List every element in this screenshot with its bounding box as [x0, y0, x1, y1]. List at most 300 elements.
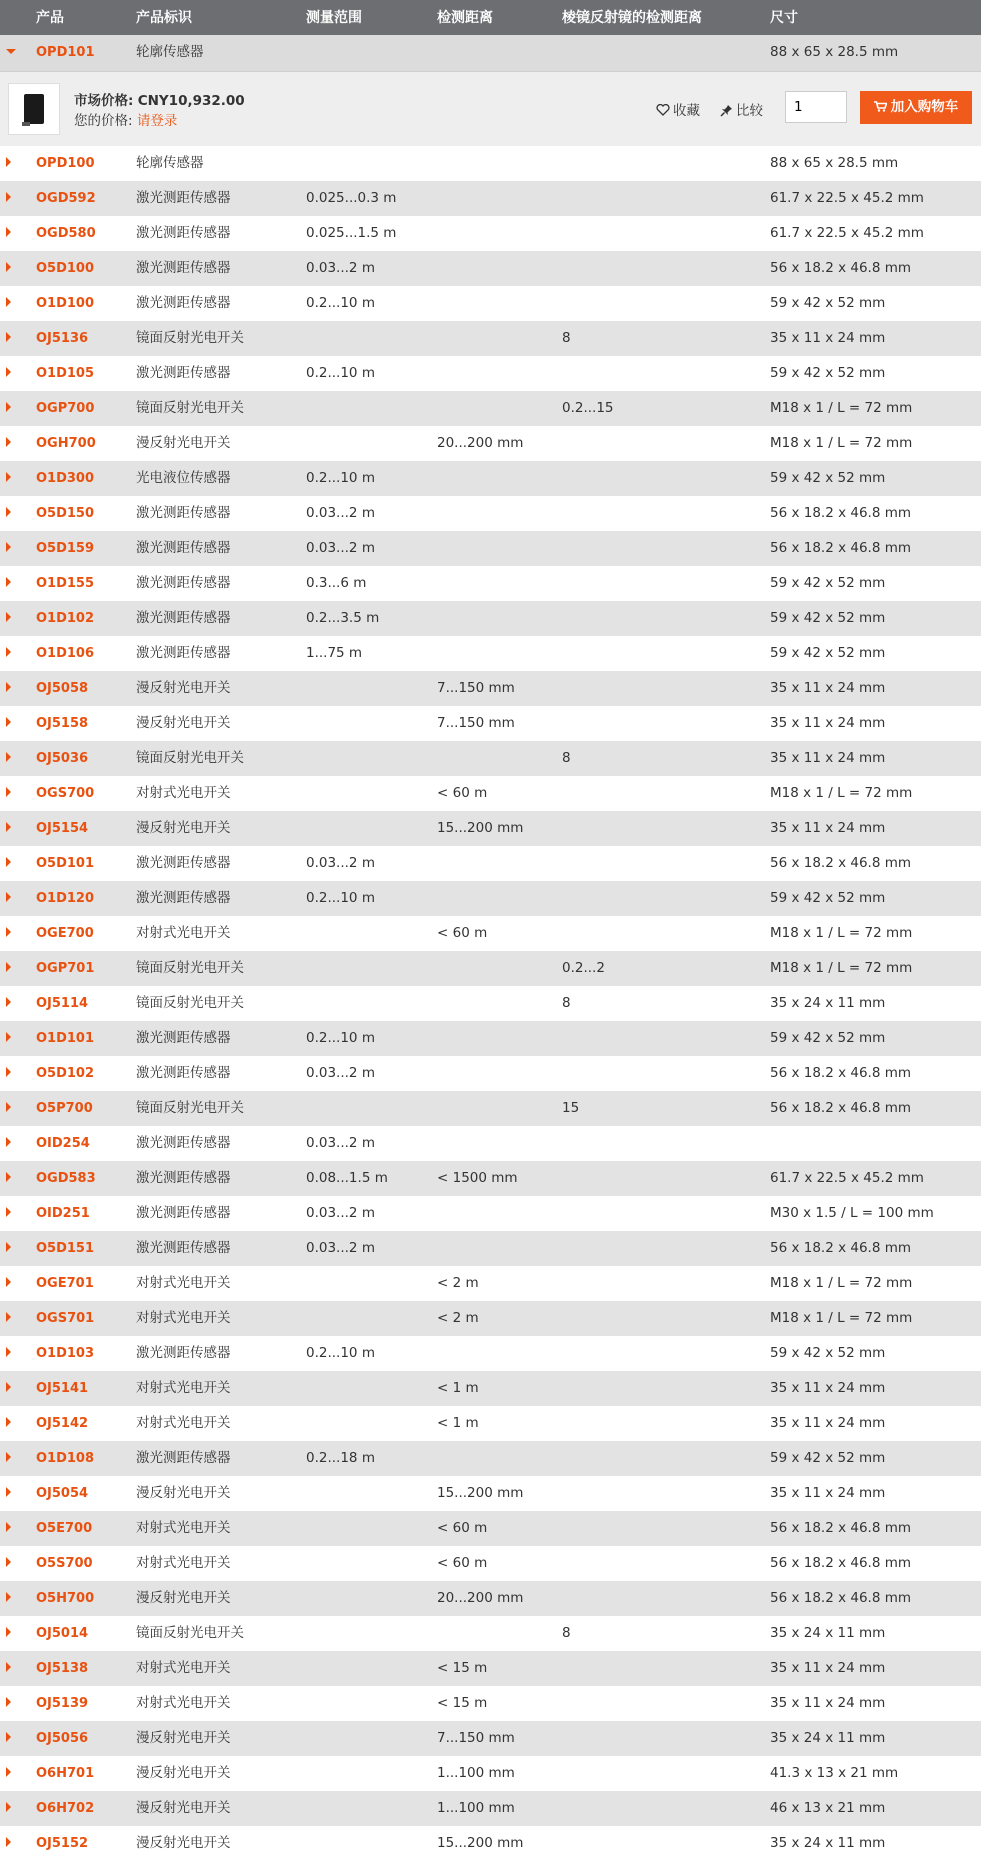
expand-arrow-icon[interactable] — [6, 951, 11, 986]
table-row[interactable] — [0, 671, 981, 706]
measure-range: 0.03...2 m — [306, 1240, 375, 1256]
product-code[interactable]: OJ5152 — [36, 1836, 89, 1851]
table-row[interactable] — [0, 251, 981, 286]
product-type: 对射式光电开关 — [136, 1275, 231, 1291]
add-to-cart-label: 加入购物车 — [890, 99, 959, 115]
compare-label: 比较 — [736, 103, 763, 119]
measure-range: 0.03...2 m — [306, 1135, 375, 1151]
expand-arrow-icon[interactable] — [6, 1266, 11, 1301]
detection-range: < 60 m — [437, 785, 488, 801]
expand-arrow-icon[interactable] — [6, 986, 11, 1021]
expand-arrow-icon[interactable] — [6, 916, 11, 951]
product-type: 对射式光电开关 — [136, 1660, 231, 1676]
table-row[interactable] — [0, 286, 981, 321]
table-row[interactable] — [0, 1546, 981, 1581]
product-size: 56 x 18.2 x 46.8 mm — [770, 1100, 912, 1116]
product-size: 35 x 24 x 11 mm — [770, 1730, 886, 1746]
table-row[interactable] — [0, 636, 981, 671]
product-code[interactable]: OGD580 — [36, 226, 96, 241]
your-price — [74, 109, 177, 129]
expand-arrow-icon[interactable] — [6, 706, 11, 741]
product-code[interactable]: O5P700 — [36, 1101, 93, 1116]
expand-arrow-icon[interactable] — [6, 286, 11, 321]
table-row[interactable] — [0, 1651, 981, 1686]
table-row[interactable] — [0, 461, 981, 496]
product-size: 61.7 x 22.5 x 45.2 mm — [770, 225, 924, 241]
col-header-type[interactable]: 产品标识 — [136, 10, 192, 26]
table-row[interactable] — [0, 1721, 981, 1756]
detection-range: < 15 m — [437, 1660, 488, 1676]
table-row[interactable] — [0, 776, 981, 811]
product-size: M18 x 1 / L = 72 mm — [770, 960, 913, 976]
expand-arrow-icon[interactable] — [6, 636, 11, 671]
table-row[interactable] — [0, 1476, 981, 1511]
product-size: 88 x 65 x 28.5 mm — [770, 44, 899, 60]
detection-range: < 2 m — [437, 1275, 479, 1291]
product-code[interactable]: O5S700 — [36, 1556, 93, 1571]
measure-range: 0.2...10 m — [306, 1345, 375, 1361]
col-header-detection-range[interactable]: 检测距离 — [437, 10, 493, 26]
detection-range: 1...100 mm — [437, 1765, 515, 1781]
measure-range: 0.2...10 m — [306, 365, 375, 381]
product-code[interactable]: OPD101 — [36, 45, 95, 60]
product-code[interactable]: O1D155 — [36, 576, 95, 591]
measure-range: 0.025...0.3 m — [306, 190, 397, 206]
product-size: 35 x 11 x 24 mm — [770, 1380, 886, 1396]
product-size: 59 x 42 x 52 mm — [770, 890, 886, 906]
product-size: 61.7 x 22.5 x 45.2 mm — [770, 1170, 924, 1186]
product-size: 56 x 18.2 x 46.8 mm — [770, 1520, 912, 1536]
expand-arrow-icon[interactable] — [6, 1196, 11, 1231]
product-code[interactable]: OJ5141 — [36, 1381, 89, 1396]
measure-range: 0.2...18 m — [306, 1450, 375, 1466]
product-code[interactable]: OGP701 — [36, 961, 95, 976]
product-table-body — [0, 146, 981, 1861]
product-size: 59 x 42 x 52 mm — [770, 575, 886, 591]
expand-arrow-icon[interactable] — [6, 181, 11, 216]
table-row[interactable] — [0, 1441, 981, 1476]
product-code[interactable]: OID251 — [36, 1206, 90, 1221]
table-row[interactable] — [0, 1056, 981, 1091]
product-size: 59 x 42 x 52 mm — [770, 295, 886, 311]
product-type: 漫反射光电开关 — [136, 1485, 231, 1501]
product-size: M18 x 1 / L = 72 mm — [770, 1275, 913, 1291]
detection-range: < 15 m — [437, 1695, 488, 1711]
product-type: 对射式光电开关 — [136, 1520, 231, 1536]
table-row[interactable] — [0, 1301, 981, 1336]
favorite-label: 收藏 — [673, 103, 700, 119]
expand-arrow-icon[interactable] — [6, 1056, 11, 1091]
product-type: 激光测距传感器 — [136, 260, 231, 276]
measure-range: 0.03...2 m — [306, 1205, 375, 1221]
product-type: 漫反射光电开关 — [136, 1835, 231, 1851]
product-size: 56 x 18.2 x 46.8 mm — [770, 260, 912, 276]
detection-range: < 60 m — [437, 925, 488, 941]
expand-arrow-icon[interactable] — [6, 1756, 11, 1791]
product-type: 对射式光电开关 — [136, 1310, 231, 1326]
product-type: 漫反射光电开关 — [136, 435, 231, 451]
table-row[interactable] — [0, 1021, 981, 1056]
table-row[interactable] — [0, 1826, 981, 1861]
expand-arrow-icon[interactable] — [6, 461, 11, 496]
table-row[interactable] — [0, 1511, 981, 1546]
measure-range: 0.2...10 m — [306, 890, 375, 906]
expand-arrow-icon[interactable] — [6, 146, 11, 181]
table-row[interactable] — [0, 1231, 981, 1266]
product-type: 对射式光电开关 — [136, 785, 231, 801]
product-type: 漫反射光电开关 — [136, 1765, 231, 1781]
expand-arrow-icon[interactable] — [6, 1021, 11, 1056]
table-row[interactable] — [0, 811, 981, 846]
detection-range: 20...200 mm — [437, 1590, 524, 1606]
product-size: 59 x 42 x 52 mm — [770, 645, 886, 661]
product-type: 激光测距传感器 — [136, 1065, 231, 1081]
quantity-input[interactable] — [785, 91, 847, 123]
table-row[interactable] — [0, 1336, 981, 1371]
expand-arrow-icon[interactable] — [6, 881, 11, 916]
product-code[interactable]: O1D120 — [36, 891, 95, 906]
market-price-value: CNY10,932.00 — [137, 93, 245, 109]
detection-range: 7...150 mm — [437, 1730, 515, 1746]
product-code[interactable]: OGH700 — [36, 436, 96, 451]
expand-arrow-icon[interactable] — [6, 426, 11, 461]
table-row[interactable] — [0, 1091, 981, 1126]
table-row[interactable] — [0, 916, 981, 951]
table-row[interactable] — [0, 1406, 981, 1441]
expand-arrow-icon[interactable] — [6, 1581, 11, 1616]
product-size: M18 x 1 / L = 72 mm — [770, 435, 913, 451]
product-code[interactable]: OGS700 — [36, 786, 95, 801]
detection-range: 15...200 mm — [437, 820, 524, 836]
product-code[interactable]: O5D102 — [36, 1066, 95, 1081]
table-row[interactable] — [0, 391, 981, 426]
product-size: 56 x 18.2 x 46.8 mm — [770, 540, 912, 556]
detection-range: 7...150 mm — [437, 680, 515, 696]
table-row[interactable] — [0, 566, 981, 601]
product-type: 激光测距传感器 — [136, 1345, 231, 1361]
product-code[interactable]: OJ5138 — [36, 1661, 89, 1676]
product-size: 59 x 42 x 52 mm — [770, 1345, 886, 1361]
product-code[interactable]: OJ5154 — [36, 821, 89, 836]
col-header-measure-range[interactable]: 测量范围 — [306, 10, 362, 26]
table-row[interactable] — [0, 1371, 981, 1406]
product-type: 漫反射光电开关 — [136, 1800, 231, 1816]
product-code[interactable]: OJ5139 — [36, 1696, 89, 1711]
favorite-button[interactable] — [656, 99, 700, 119]
expand-arrow-icon[interactable] — [6, 531, 11, 566]
expand-arrow-icon[interactable] — [6, 1091, 11, 1126]
product-type: 镜面反射光电开关 — [136, 330, 244, 346]
product-code[interactable]: OJ5136 — [36, 331, 89, 346]
prism-range: 8 — [562, 750, 571, 766]
product-type: 激光测距传感器 — [136, 575, 231, 591]
measure-range: 0.03...2 m — [306, 855, 375, 871]
your-price-label: 您的价格: — [74, 113, 133, 129]
measure-range: 0.2...3.5 m — [306, 610, 380, 626]
table-row[interactable] — [0, 1161, 981, 1196]
product-size: 35 x 24 x 11 mm — [770, 995, 886, 1011]
expand-arrow-icon[interactable] — [6, 811, 11, 846]
detection-range: < 60 m — [437, 1555, 488, 1571]
table-row[interactable] — [0, 216, 981, 251]
table-row[interactable] — [0, 181, 981, 216]
market-price — [74, 89, 245, 109]
product-code[interactable]: O6H701 — [36, 1766, 95, 1781]
table-row[interactable] — [0, 741, 981, 776]
product-code[interactable]: O1D101 — [36, 1031, 95, 1046]
product-type: 激光测距传感器 — [136, 1240, 231, 1256]
pin-icon — [720, 104, 733, 117]
product-size: 56 x 18.2 x 46.8 mm — [770, 1555, 912, 1571]
table-row[interactable] — [0, 321, 981, 356]
product-type: 激光测距传感器 — [136, 225, 231, 241]
product-size: 56 x 18.2 x 46.8 mm — [770, 505, 912, 521]
prism-range: 15 — [562, 1100, 580, 1116]
product-code[interactable]: O1D102 — [36, 611, 95, 626]
product-type: 激光测距传感器 — [136, 505, 231, 521]
expand-arrow-icon[interactable] — [6, 1441, 11, 1476]
product-thumbnail[interactable] — [8, 83, 60, 135]
product-size: M18 x 1 / L = 72 mm — [770, 1310, 913, 1326]
expand-arrow-icon[interactable] — [6, 1371, 11, 1406]
product-code[interactable]: OJ5014 — [36, 1626, 89, 1641]
table-row[interactable] — [0, 1791, 981, 1826]
expand-arrow-icon[interactable] — [6, 601, 11, 636]
table-row[interactable] — [0, 1616, 981, 1651]
product-size: 46 x 13 x 21 mm — [770, 1800, 886, 1816]
product-code[interactable]: OGS701 — [36, 1311, 95, 1326]
product-type: 激光测距传感器 — [136, 1170, 231, 1186]
table-row[interactable] — [0, 1581, 981, 1616]
login-link[interactable]: 请登录 — [136, 113, 178, 129]
expand-arrow-icon[interactable] — [6, 356, 11, 391]
expand-arrow-icon[interactable] — [6, 1161, 11, 1196]
detection-range: 15...200 mm — [437, 1835, 524, 1851]
expand-arrow-icon[interactable] — [6, 1511, 11, 1546]
expand-arrow-icon[interactable] — [6, 1301, 11, 1336]
product-code[interactable]: O1D108 — [36, 1451, 95, 1466]
product-type: 激光测距传感器 — [136, 1030, 231, 1046]
product-size: 35 x 11 x 24 mm — [770, 1660, 886, 1676]
product-type: 漫反射光电开关 — [136, 680, 231, 696]
product-code[interactable]: OGE700 — [36, 926, 94, 941]
product-size: 56 x 18.2 x 46.8 mm — [770, 855, 912, 871]
measure-range: 0.2...10 m — [306, 470, 375, 486]
expand-arrow-icon[interactable] — [6, 496, 11, 531]
add-to-cart-button[interactable] — [860, 91, 972, 124]
table-row[interactable] — [0, 531, 981, 566]
expand-arrow-icon[interactable] — [6, 216, 11, 251]
table-row[interactable] — [0, 146, 981, 181]
col-header-prism-range[interactable]: 棱镜反射镜的检测距离 — [562, 10, 702, 26]
product-type: 激光测距传感器 — [136, 890, 231, 906]
product-code[interactable]: O1D103 — [36, 1346, 95, 1361]
product-type: 激光测距传感器 — [136, 190, 231, 206]
product-code[interactable]: O1D300 — [36, 471, 95, 486]
product-size: 35 x 11 x 24 mm — [770, 715, 886, 731]
heart-outline-icon — [656, 104, 670, 116]
prism-range: 8 — [562, 995, 571, 1011]
product-type: 激光测距传感器 — [136, 610, 231, 626]
product-type: 对射式光电开关 — [136, 1380, 231, 1396]
product-size: 35 x 11 x 24 mm — [770, 680, 886, 696]
product-code[interactable]: OJ5056 — [36, 1731, 89, 1746]
expand-arrow-icon[interactable] — [6, 776, 11, 811]
table-row[interactable] — [0, 986, 981, 1021]
detection-range: 15...200 mm — [437, 1485, 524, 1501]
product-type: 对射式光电开关 — [136, 1415, 231, 1431]
table-row[interactable] — [0, 1126, 981, 1161]
expand-arrow-icon[interactable] — [6, 846, 11, 881]
product-size: 59 x 42 x 52 mm — [770, 1450, 886, 1466]
expand-arrow-icon[interactable] — [6, 1406, 11, 1441]
product-type: 漫反射光电开关 — [136, 1590, 231, 1606]
product-type: 镜面反射光电开关 — [136, 400, 244, 416]
expand-arrow-icon[interactable] — [6, 321, 11, 356]
product-size: 59 x 42 x 52 mm — [770, 470, 886, 486]
product-type: 轮廓传感器 — [136, 155, 204, 171]
product-size: M18 x 1 / L = 72 mm — [770, 925, 913, 941]
compare-button[interactable] — [720, 99, 763, 119]
product-type: 激光测距传感器 — [136, 1205, 231, 1221]
expand-arrow-icon[interactable] — [6, 1721, 11, 1756]
table-row-expanded[interactable] — [0, 35, 981, 72]
product-size: 56 x 18.2 x 46.8 mm — [770, 1065, 912, 1081]
prism-range: 8 — [562, 1625, 571, 1641]
product-code[interactable]: O1D105 — [36, 366, 95, 381]
prism-range: 0.2...2 — [562, 960, 605, 976]
detection-range: < 1 m — [437, 1415, 479, 1431]
table-row[interactable] — [0, 881, 981, 916]
expand-arrow-icon[interactable] — [6, 1126, 11, 1161]
measure-range: 0.08...1.5 m — [306, 1170, 388, 1186]
product-code[interactable]: OID254 — [36, 1136, 90, 1151]
expand-arrow-icon[interactable] — [6, 741, 11, 776]
expand-arrow-icon[interactable] — [6, 1231, 11, 1266]
table-header — [0, 0, 981, 35]
expand-arrow-icon[interactable] — [6, 1686, 11, 1721]
product-type: 激光测距传感器 — [136, 1135, 231, 1151]
product-type: 激光测距传感器 — [136, 365, 231, 381]
product-size: 59 x 42 x 52 mm — [770, 610, 886, 626]
product-code[interactable]: O5D101 — [36, 856, 95, 871]
col-header-product[interactable]: 产品 — [36, 10, 64, 26]
market-price-label: 市场价格: — [74, 93, 134, 109]
measure-range: 0.3...6 m — [306, 575, 367, 591]
cart-icon — [874, 101, 887, 112]
product-code[interactable]: O5H700 — [36, 1591, 95, 1606]
table-row[interactable] — [0, 1756, 981, 1791]
table-row[interactable] — [0, 1686, 981, 1721]
product-code[interactable]: OGE701 — [36, 1276, 94, 1291]
product-type: 光电液位传感器 — [136, 470, 231, 486]
product-code[interactable]: O5D150 — [36, 506, 95, 521]
col-header-size[interactable]: 尺寸 — [770, 10, 798, 26]
table-row[interactable] — [0, 846, 981, 881]
product-size: 35 x 11 x 24 mm — [770, 1695, 886, 1711]
product-size: 41.3 x 13 x 21 mm — [770, 1765, 899, 1781]
product-code[interactable]: OGD583 — [36, 1171, 96, 1186]
product-size: 61.7 x 22.5 x 45.2 mm — [770, 190, 924, 206]
product-size: 35 x 11 x 24 mm — [770, 1485, 886, 1501]
measure-range: 0.03...2 m — [306, 540, 375, 556]
collapse-arrow-icon[interactable] — [6, 35, 16, 70]
product-code[interactable]: OGD592 — [36, 191, 96, 206]
product-type: 轮廓传感器 — [136, 44, 204, 60]
product-size: 35 x 24 x 11 mm — [770, 1835, 886, 1851]
table-row[interactable] — [0, 1196, 981, 1231]
product-code[interactable]: OGP700 — [36, 401, 95, 416]
detection-range: 1...100 mm — [437, 1800, 515, 1816]
product-type: 镜面反射光电开关 — [136, 750, 244, 766]
product-code[interactable]: O1D100 — [36, 296, 95, 311]
table-row[interactable] — [0, 706, 981, 741]
product-size: 35 x 11 x 24 mm — [770, 820, 886, 836]
product-code[interactable]: OPD100 — [36, 156, 95, 171]
expand-arrow-icon[interactable] — [6, 251, 11, 286]
prism-range: 0.2...15 — [562, 400, 614, 416]
product-code[interactable]: O5D151 — [36, 1241, 95, 1256]
expand-arrow-icon[interactable] — [6, 566, 11, 601]
table-row[interactable] — [0, 1266, 981, 1301]
product-size: 35 x 11 x 24 mm — [770, 1415, 886, 1431]
table-row[interactable] — [0, 951, 981, 986]
measure-range: 0.2...10 m — [306, 1030, 375, 1046]
product-code[interactable]: OJ5158 — [36, 716, 89, 731]
product-type: 对射式光电开关 — [136, 1695, 231, 1711]
detection-range: < 1 m — [437, 1380, 479, 1396]
table-row[interactable] — [0, 601, 981, 636]
table-row[interactable] — [0, 356, 981, 391]
product-code[interactable]: O5D159 — [36, 541, 95, 556]
expand-arrow-icon[interactable] — [6, 1336, 11, 1371]
table-row[interactable] — [0, 496, 981, 531]
product-code[interactable]: O6H702 — [36, 1801, 95, 1816]
expand-arrow-icon[interactable] — [6, 1651, 11, 1686]
expand-arrow-icon[interactable] — [6, 1616, 11, 1651]
product-code[interactable]: OJ5036 — [36, 751, 89, 766]
product-code[interactable]: OJ5054 — [36, 1486, 89, 1501]
product-code[interactable]: OJ5142 — [36, 1416, 89, 1431]
expand-arrow-icon[interactable] — [6, 391, 11, 426]
detection-range: < 60 m — [437, 1520, 488, 1536]
product-code[interactable]: OJ5058 — [36, 681, 89, 696]
product-type: 漫反射光电开关 — [136, 820, 231, 836]
product-size: M18 x 1 / L = 72 mm — [770, 785, 913, 801]
product-type: 漫反射光电开关 — [136, 715, 231, 731]
expand-arrow-icon[interactable] — [6, 1826, 11, 1861]
prism-range: 8 — [562, 330, 571, 346]
product-size: 56 x 18.2 x 46.8 mm — [770, 1240, 912, 1256]
product-code[interactable]: O5E700 — [36, 1521, 93, 1536]
product-code[interactable]: OJ5114 — [36, 996, 89, 1011]
product-type: 激光测距传感器 — [136, 855, 231, 871]
product-type: 漫反射光电开关 — [136, 1730, 231, 1746]
table-row[interactable] — [0, 426, 981, 461]
product-type: 对射式光电开关 — [136, 925, 231, 941]
expand-arrow-icon[interactable] — [6, 1476, 11, 1511]
detection-range: 7...150 mm — [437, 715, 515, 731]
product-type: 镜面反射光电开关 — [136, 1625, 244, 1641]
expand-arrow-icon[interactable] — [6, 1791, 11, 1826]
product-code[interactable]: O5D100 — [36, 261, 95, 276]
product-type: 激光测距传感器 — [136, 295, 231, 311]
product-type: 镜面反射光电开关 — [136, 995, 244, 1011]
product-code[interactable]: O1D106 — [36, 646, 95, 661]
measure-range: 1...75 m — [306, 645, 363, 661]
expand-arrow-icon[interactable] — [6, 671, 11, 706]
expand-arrow-icon[interactable] — [6, 1546, 11, 1581]
